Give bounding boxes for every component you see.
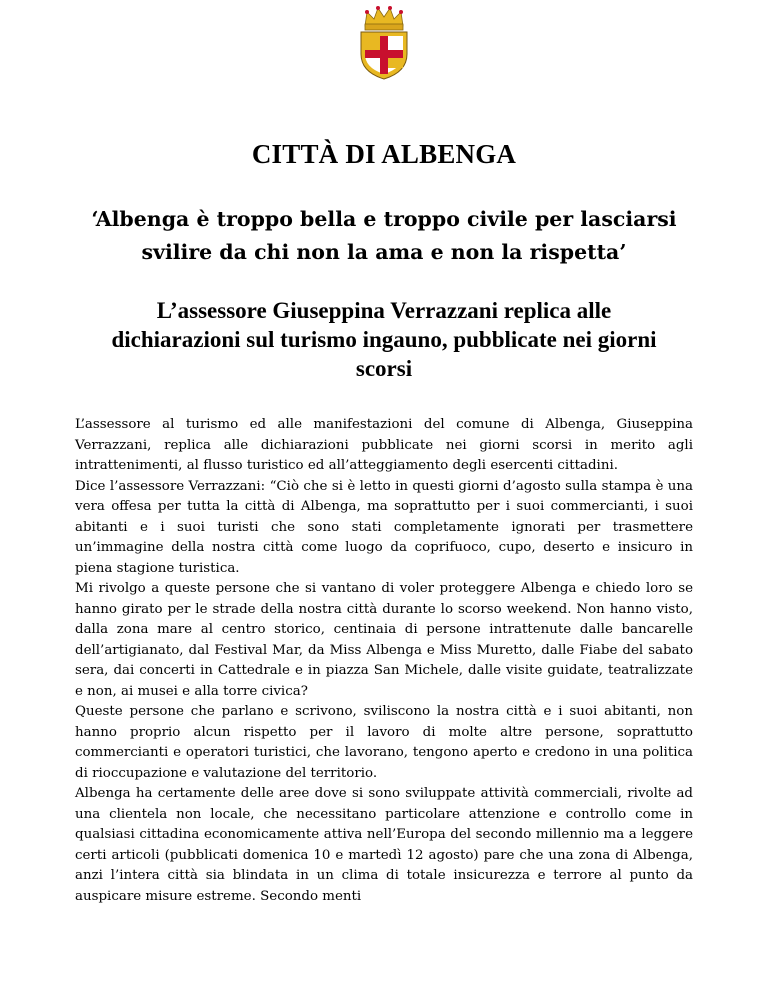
quote-subtitle: [60, 203, 708, 269]
body-paragraph: L’assessore al turismo ed alle manifestazioni del comune di Albenga, Giuseppina Verrazzani, replica alle dichiarazioni pubblicate nei giorni scorsi in merito agli intrattenimenti, al flusso turistico ed all’atteggiamento degli esercenti cittadini.: [75, 417, 693, 473]
subtitle-line: svilire da chi non la ama e non la rispetta’: [141, 240, 627, 264]
article-body: [75, 415, 693, 907]
headline-line: scorsi: [355, 356, 413, 381]
subtitle-line: ‘Albenga è troppo bella e troppo civile per lasciarsi: [91, 207, 677, 231]
body-paragraph: Albenga ha certamente delle aree dove si sono sviluppate attività commerciali, rivolte ad una clientela non locale, che necessitano particolare attenzione e controllo come in qualsiasi cittadina economicamente attiva nell’Europa del secondo millennio ma a leggere certi articoli (pubblicati domenica 10 e martedì 12 agosto) pare che una zona di Albenga, anzi l’intera città sia blindata in un clima di totale insicurezza e terrore al punto da auspicare misure estreme. Secondo menti: [75, 786, 693, 904]
city-title: CITTÀ DI ALBENGA: [251, 139, 517, 169]
body-paragraph: Queste persone che parlano e scrivono, sviliscono la nostra città e i suoi abitanti, non hanno proprio alcun rispetto per il lavoro di molte altre persone, soprattutto commercianti e operatori turistici, che lavorano, tengono aperto e credono in una politica di rioccupazione e valutazione del territorio.: [75, 704, 693, 781]
body-paragraph: Dice l’assessore Verrazzani: “Ciò che si è letto in questi giorni d’agosto sulla stampa è una vera offesa per tutta la città di Albenga, ma soprattutto per i suoi commercianti, i suoi abitanti e i suoi turisti che sono stati completamente ignorati per trasmettere un’immagine della nostra città come luogo da coprifuoco, cupo, deserto e insicuro in piena stagione turistica.: [75, 478, 693, 576]
headline-line: L’assessore Giuseppina Verrazzani replica alle: [156, 298, 612, 323]
headline-line: dichiarazioni sul turismo ingauno, pubblicate nei giorni: [111, 327, 657, 352]
article-headline: [60, 296, 708, 383]
coat-of-arms-icon: [357, 2, 411, 80]
body-paragraph: Mi rivolgo a queste persone che si vantano di voler proteggere Albenga e chiedo loro se hanno girato per le strade della nostra città durante lo scorso weekend. Non hanno visto, dalla zona mare al centro storico, centinaia di persone intrattenute dalle bancarelle dell’artigianato, dal Festival Mar, da Miss Albenga e Miss Muretto, dalle Fiabe del sabato sera, dai concerti in Cattedrale e in piazza San Michele, dalle visite guidate, teatralizzate e non, ai musei e alla torre civica?: [75, 581, 693, 699]
